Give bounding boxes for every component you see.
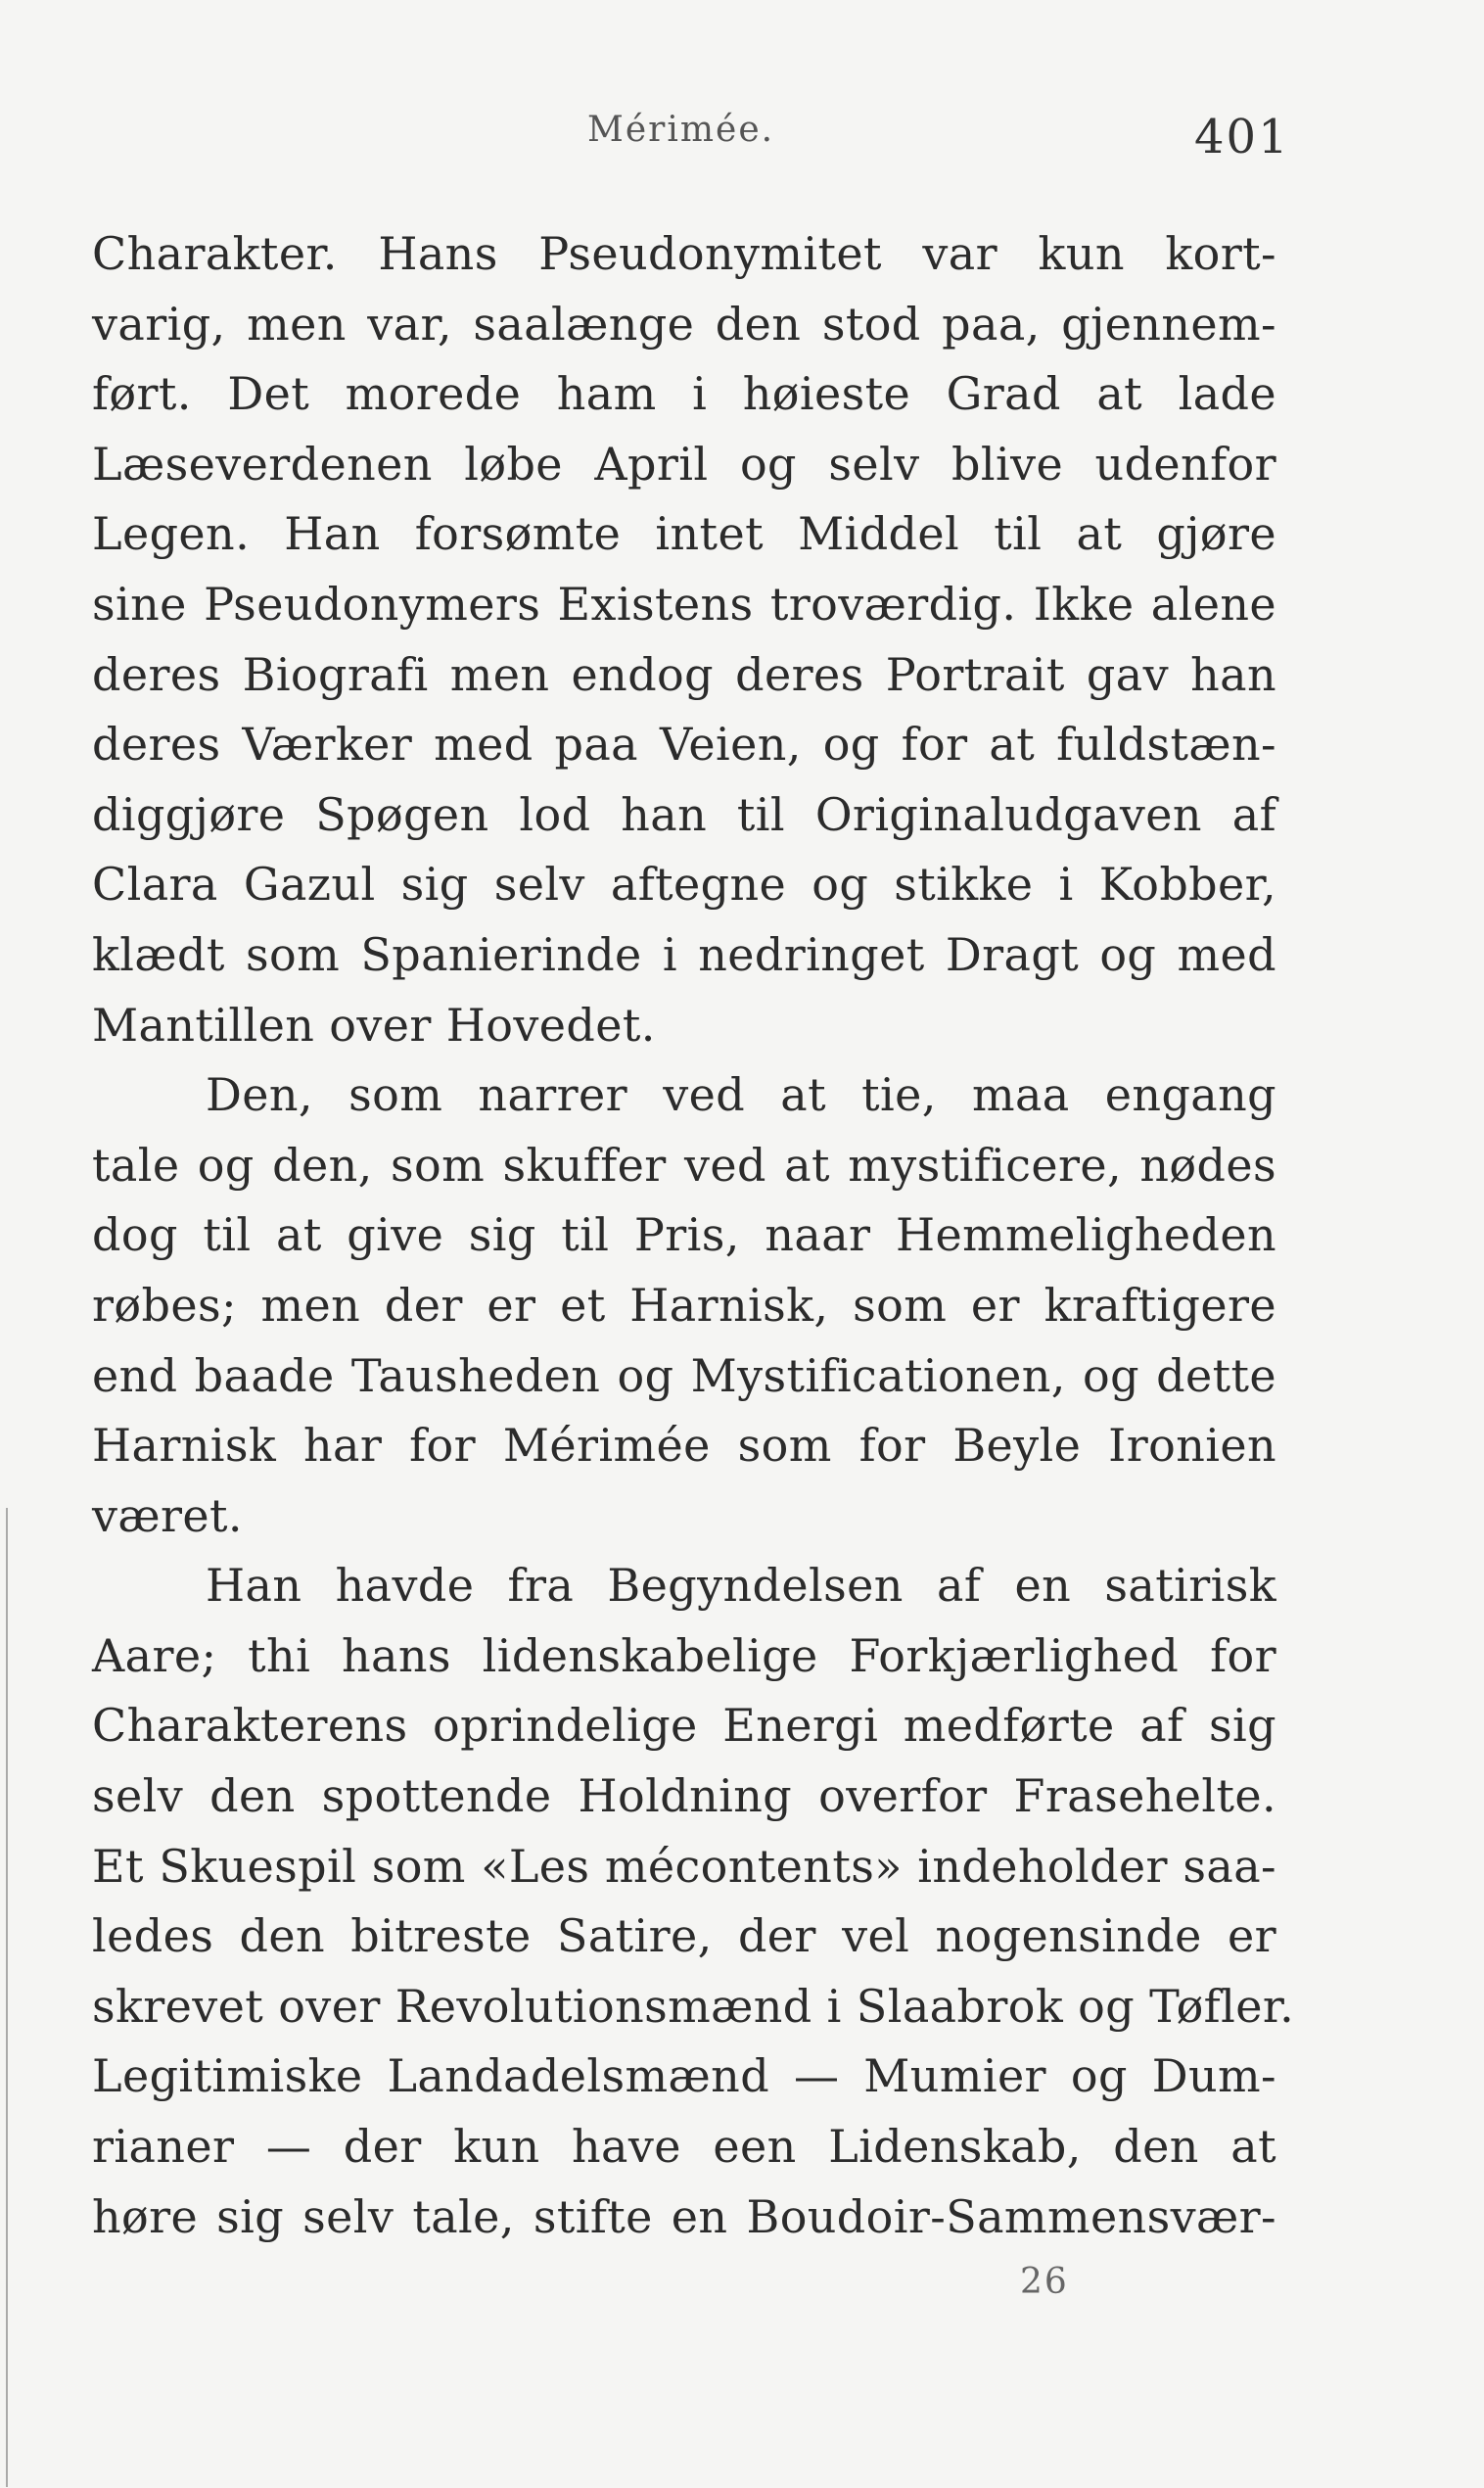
text-line: Charakterens oprindelige Energi medførte af sig <box>92 1699 1276 1753</box>
text-line: røbes; men der er et Harnisk, som er kraftigere <box>92 1278 1276 1332</box>
text-line: Et Skuespil som «Les mécontents» indeholder saa- <box>92 1839 1276 1893</box>
signature-mark: 26 <box>1020 2262 1069 2302</box>
text-line: ført. Det morede ham i høieste Grad at lade <box>92 367 1276 421</box>
body-text <box>92 219 1295 2252</box>
text-line: end baade Tausheden og Mystificationen, og dette <box>92 1348 1276 1402</box>
text-line: ledes den bitreste Satire, der vel nogensinde er <box>92 1909 1276 1963</box>
text-line: rianer — der kun have een Lidenskab, den at <box>92 2120 1276 2174</box>
text-line: varig, men var, saalænge den stod paa, gjennem- <box>92 297 1276 351</box>
text-line: skrevet over Revolutionsmænd i Slaabrok og Tøfler. <box>92 1979 1295 2033</box>
text-line: sine Pseudonymers Existens troværdig. Ikke alene <box>92 577 1276 631</box>
paragraph-start-line: Den, som narrer ved at tie, maa engang <box>206 1068 1276 1122</box>
running-title: Mérimée. <box>587 110 775 150</box>
page-number: 401 <box>1194 110 1290 164</box>
text-line: Læseverdenen løbe April og selv blive udenfor <box>92 437 1276 491</box>
text-line: Clara Gazul sig selv aftegne og stikke i Kobber, <box>92 858 1276 912</box>
text-line: høre sig selv tale, stifte en Boudoir-Sammensvær- <box>92 2189 1276 2243</box>
text-line: Aare; thi hans lidenskabelige Forkjærlighed for <box>92 1628 1276 1682</box>
text-line: Legitimiske Landadelsmænd — Mumier og Dum- <box>92 2049 1276 2103</box>
text-line: Charakter. Hans Pseudonymitet var kun kort- <box>92 227 1276 280</box>
paragraph-start-line: Han havde fra Begyndelsen af en satirisk <box>206 1559 1276 1613</box>
binding-edge-line <box>6 1508 8 2487</box>
text-line: deres Værker med paa Veien, og for at fuldstæn- <box>92 718 1276 772</box>
text-line: klædt som Spanierinde i nedringet Dragt og med <box>92 927 1276 981</box>
text-line: diggjøre Spøgen lod han til Originaludgaven af <box>92 787 1276 841</box>
text-line: selv den spottende Holdning overfor Frasehelte. <box>92 1769 1276 1823</box>
text-line: dog til at give sig til Pris, naar Hemmeligheden <box>92 1208 1276 1262</box>
text-line: Harnisk har for Mérimée som for Beyle Ironien <box>92 1419 1276 1473</box>
text-line: været. <box>92 1488 243 1542</box>
text-line: Legen. Han forsømte intet Middel til at gjøre <box>92 507 1276 561</box>
text-line: tale og den, som skuffer ved at mystificere, nødes <box>92 1138 1276 1192</box>
text-line: deres Biografi men endog deres Portrait gav han <box>92 647 1276 701</box>
text-line: Mantillen over Hovedet. <box>92 998 656 1052</box>
